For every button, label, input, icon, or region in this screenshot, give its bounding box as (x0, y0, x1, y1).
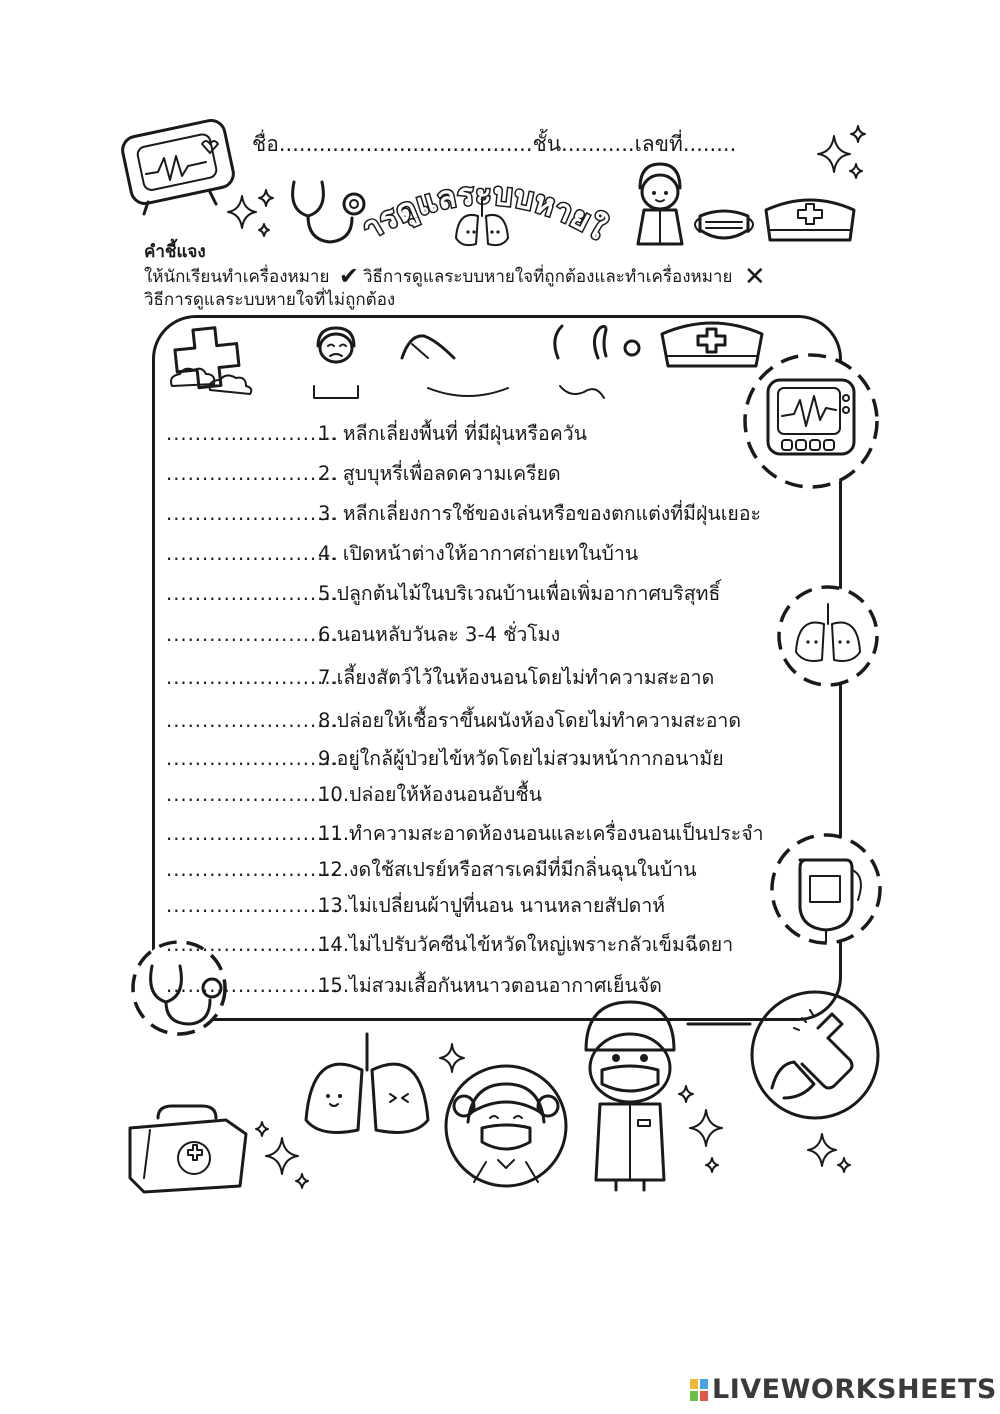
item-text: 15.ไม่สวมเสื้อกันหนาวตอนอากาศเย็นจัด (318, 974, 662, 997)
doctor-icon (572, 996, 688, 1192)
item-text: 4. เปิดหน้าต่างให้อากาศถ่ายเทในบ้าน (318, 542, 639, 565)
item-text: 13.ไม่เปลี่ยนผ้าปูที่นอน นานหลายสัปดาห์ (318, 894, 666, 917)
sparkle-icon (800, 1124, 856, 1180)
girl-with-mask-icon (442, 1062, 570, 1190)
item-text: 10.ปล่อยให้ห้องนอนอับชื้น (318, 783, 542, 806)
list-item (166, 619, 560, 650)
iv-bag-icon (548, 322, 648, 364)
item-text: 12.งดใช้สเปรย์หรือสารเคมีที่มีกลิ่นฉุนในบ้าน (318, 858, 697, 881)
list-item (166, 705, 741, 736)
lungs-icon (776, 584, 880, 688)
cross-mark-icon: ✕ (743, 262, 766, 292)
list-item (166, 662, 714, 693)
item-text: 14.ไม่ไปรับวัคซีนไข้หวัดใหญ่เพราะกลัวเข็มฉีดยา (318, 933, 734, 956)
item-text: 1. หลีกเลี่ยงพื้นที่ ที่มีฝุ่นหรือควัน (318, 422, 588, 445)
list-item (166, 818, 764, 849)
list-item (166, 890, 665, 921)
instructions-heading: คำชี้แจง (144, 242, 206, 262)
item-text: 3. หลีกเลี่ยงการใช้ของเล่นหรือของตกแต่งที่มีฝุ่นเยอะ (318, 502, 762, 525)
decorative-line (688, 1022, 752, 1026)
list-item (166, 578, 720, 609)
answer-blank[interactable]: ........................ (166, 894, 339, 917)
item-text: 9.อยู่ใกล้ผู้ป่วยไข้หวัดโดยไม่สวมหน้ากากอนามัย (318, 747, 724, 770)
item-text: 5.ปลูกต้นไม้ในบริเวณบ้านเพื่อเพิ่มอากาศบริสุทธิ์ (318, 582, 721, 605)
answer-blank[interactable]: ........................ (166, 974, 339, 997)
answer-blank[interactable]: ........................ (166, 422, 339, 445)
answer-blank[interactable]: ........................ (166, 582, 339, 605)
item-text: 8.ปล่อยให้เชื้อราขึ้นผนังห้องโดยไม่ทำความสะอาด (318, 709, 742, 732)
answer-blank[interactable]: ........................ (166, 709, 339, 732)
nurse-cap-icon (762, 196, 858, 246)
answer-blank[interactable]: ........................ (166, 462, 339, 485)
title-text: การดูแลระบบหายใจ (356, 150, 613, 248)
heart-monitor-icon (742, 352, 880, 490)
class-label: ชั้น (532, 132, 562, 156)
name-label: ชื่อ (252, 132, 279, 156)
doctor-icon (310, 326, 362, 366)
stethoscope-icon (398, 330, 458, 362)
liveworksheets-logo-icon (690, 1379, 708, 1401)
lungs-icon (452, 196, 512, 252)
instructions-text: ให้นักเรียนทำเครื่องหมาย (144, 267, 330, 287)
number-field[interactable]: ........ (682, 132, 737, 156)
check-mark-icon: ✔ (338, 262, 359, 290)
sparkle-icon (220, 188, 280, 243)
cloud-cross-icon (166, 322, 262, 398)
answer-blank[interactable]: ........................ (166, 666, 339, 689)
answer-blank[interactable]: ........................ (166, 623, 339, 646)
number-label: เลขที่ (634, 132, 683, 156)
student-info-line (252, 128, 736, 161)
answer-blank[interactable]: ........................ (166, 502, 339, 525)
item-text: 7.เลี้ยงสัตว์ไว้ในห้องนอนโดยไม่ทำความสะอาด (318, 666, 715, 689)
list-item (166, 779, 542, 810)
face-mask-icon (690, 206, 758, 246)
liveworksheets-logo[interactable]: LIVEWORKSHEETS (712, 1374, 997, 1405)
item-text: 6.นอนหลับวันละ 3-4 ชั่วโมง (318, 623, 561, 646)
class-field[interactable]: ........... (561, 132, 635, 156)
lungs-icon (300, 1030, 434, 1140)
decorative-fragments (310, 384, 630, 404)
answer-blank[interactable]: ........................ (166, 542, 339, 565)
item-text: 11.ทำความสะอาดห้องนอนและเครื่องนอนเป็นประจำ (318, 822, 764, 845)
instructions-text: วิธีการดูแลระบบหายใจที่ถูกต้องและทำเครื่องหมาย (362, 267, 733, 287)
name-field[interactable]: ...................................... (278, 132, 533, 156)
iv-bag-icon (770, 830, 882, 948)
doctor-icon (630, 160, 690, 250)
list-item (166, 418, 587, 449)
answer-blank[interactable]: ........................ (166, 822, 339, 845)
hand-sanitizer-icon (748, 988, 882, 1122)
answer-blank[interactable]: ........................ (166, 858, 339, 881)
list-item (166, 538, 638, 569)
list-item (166, 498, 761, 529)
list-item (166, 458, 561, 489)
list-item (166, 929, 733, 960)
list-item (166, 854, 697, 885)
first-aid-kit-icon (122, 1100, 252, 1196)
item-text: 2. สูบบุหรี่เพื่อลดความเครียด (318, 462, 561, 485)
stethoscope-icon (286, 178, 372, 248)
sparkle-icon (810, 122, 870, 188)
answer-blank[interactable]: ........................ (166, 783, 339, 806)
instructions-line-2: วิธีการดูแลระบบหายใจที่ไม่ถูกต้อง (144, 290, 396, 310)
sparkle-icon (672, 1082, 742, 1182)
answer-blank[interactable]: ........................ (166, 933, 339, 956)
answer-blank[interactable]: ........................ (166, 747, 339, 770)
list-item (166, 743, 724, 774)
